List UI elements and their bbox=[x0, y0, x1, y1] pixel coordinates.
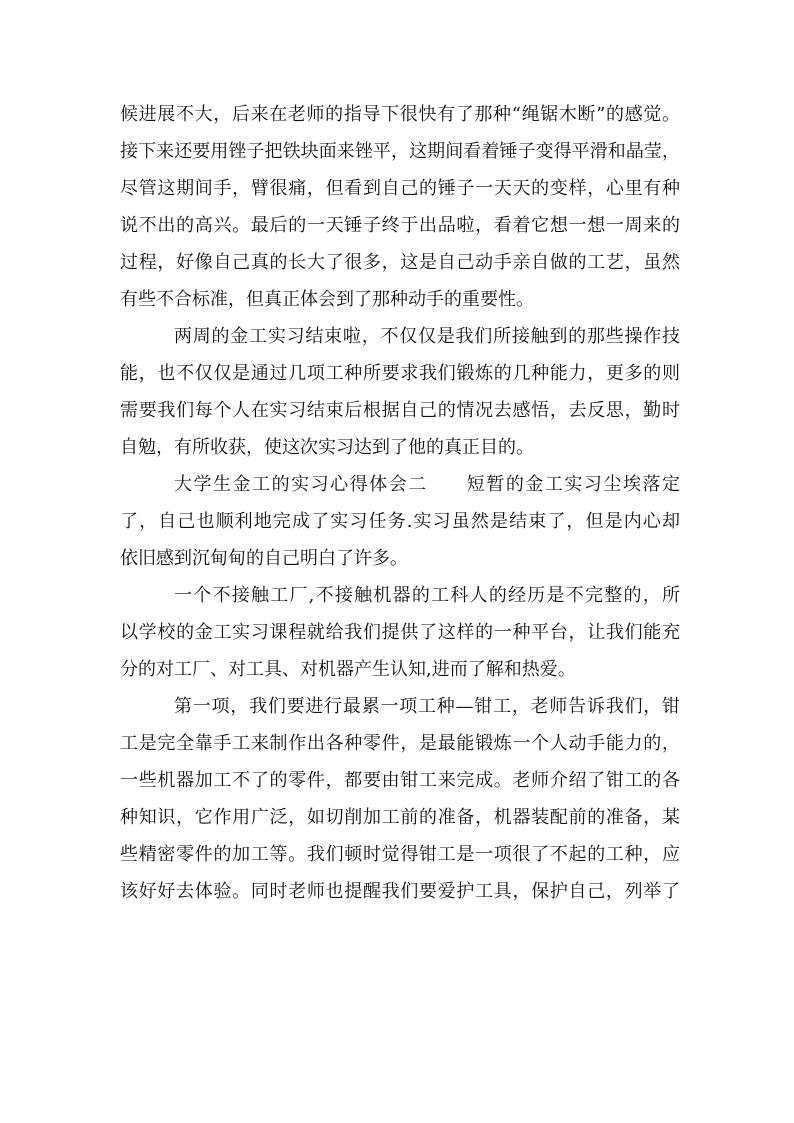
text-line: 些精密零件的加工等。我们顿时觉得钳工是一项很了不起的工种，应 bbox=[120, 844, 680, 865]
text-line: 以学校的金工实习课程就给我们提供了这样的一种平台，让我们能充 bbox=[120, 622, 680, 643]
text-line: 种知识，它作用广泛，如切削加工前的准备，机器装配前的准备，某 bbox=[120, 807, 680, 828]
text-line: 该好好去体验。同时老师也提醒我们要爱护工具，保护自己，列举了 bbox=[120, 881, 680, 902]
paragraph bbox=[120, 688, 680, 910]
text-line: 分的对工厂、对工具、对机器产生认知,进而了解和热爱。 bbox=[120, 659, 576, 680]
text-line: 尽管这期间手，臂很痛，但看到自己的锤子一天天的变样，心里有种 bbox=[120, 178, 680, 199]
paragraph bbox=[120, 577, 680, 688]
text-line: 自勉，有所收获，使这次实习达到了他的真正目的。 bbox=[120, 437, 534, 458]
text-line: 两周的金工实习结束啦，不仅仅是我们所接触到的那些操作技 bbox=[174, 326, 680, 347]
text-line: 有些不合标准，但真正体会到了那种动手的重要性。 bbox=[120, 289, 534, 310]
document-body bbox=[120, 96, 680, 910]
text-line: 能，也不仅仅是通过几项工种所要求我们锻炼的几种能力，更多的则 bbox=[120, 363, 680, 384]
text-line: 依旧感到沉甸甸的自己明白了许多。 bbox=[120, 548, 408, 569]
text-line: 过程，好像自己真的长大了很多，这是自己动手亲自做的工艺，虽然 bbox=[120, 252, 680, 273]
text-line: 接下来还要用锉子把铁块面来锉平，这期间看着锤子变得平滑和晶莹， bbox=[120, 141, 680, 162]
paragraph bbox=[120, 96, 680, 318]
text-line: 需要我们每个人在实习结束后根据自己的情况去感悟，去反思，勤时 bbox=[120, 400, 680, 421]
paragraph bbox=[120, 318, 680, 466]
text-line: 说不出的高兴。最后的一天锤子终于出品啦，看着它想一想一周来的 bbox=[120, 215, 680, 236]
text-line: 候进展不大，后来在老师的指导下很快有了那种“绳锯木断”的感觉。 bbox=[120, 104, 680, 125]
text-line: 第一项，我们要进行最累一项工种—钳工，老师告诉我们，钳 bbox=[174, 696, 680, 717]
text-line: 了，自己也顺利地完成了实习任务.实习虽然是结束了，但是内心却 bbox=[120, 511, 680, 532]
paragraph bbox=[120, 466, 680, 577]
text-line: 大学生金工的实习心得体会二 短暂的金工实习尘埃落定 bbox=[174, 474, 680, 495]
text-line: 工是完全靠手工来制作出各种零件，是最能锻炼一个人动手能力的， bbox=[120, 733, 680, 754]
text-line: 一些机器加工不了的零件，都要由钳工来完成。老师介绍了钳工的各 bbox=[120, 770, 680, 791]
text-line: 一个不接触工厂,不接触机器的工科人的经历是不完整的，所 bbox=[174, 585, 680, 606]
